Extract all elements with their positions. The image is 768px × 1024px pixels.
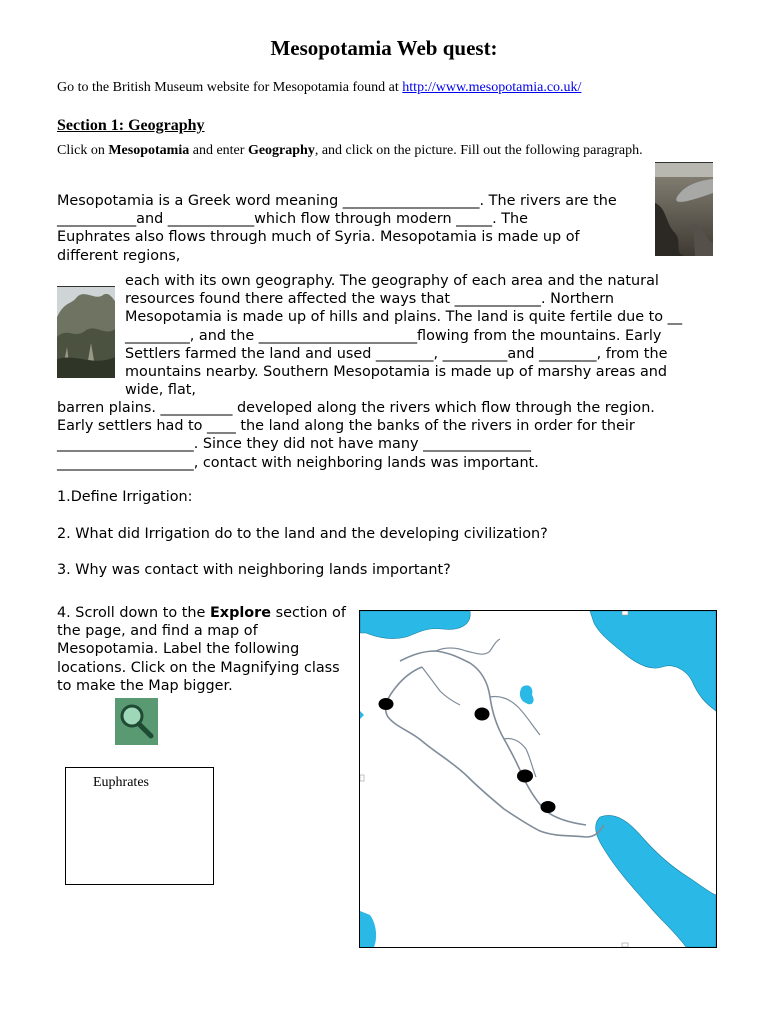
map-location-dot bbox=[517, 770, 533, 783]
museum-link[interactable]: http://www.mesopotamia.co.uk/ bbox=[402, 80, 582, 95]
hills-photo bbox=[57, 286, 115, 378]
intro-sentence: Go to the British Museum website for Mesopotamia found at bbox=[57, 80, 403, 95]
intro-text bbox=[57, 80, 581, 96]
map-location-dot bbox=[475, 708, 490, 721]
geography-paragraph-1: Mesopotamia is a Greek word meaning ___________________. The rivers are the ___________and ____________which flow through modern _____. The Euphrates also flows through much of Syria. Mesopotamia is made up of different regions, bbox=[57, 193, 617, 264]
river-photo bbox=[655, 162, 713, 256]
geography-keyword: Geography bbox=[247, 143, 315, 158]
euphrates-river bbox=[386, 667, 604, 837]
mesopotamia-keyword: Mesopotamia bbox=[108, 143, 190, 158]
section-heading: Section 1: Geography bbox=[57, 117, 205, 134]
magnifying-glass-icon[interactable] bbox=[115, 698, 158, 745]
question-3: 3. Why was contact with neighboring lands important? bbox=[57, 562, 451, 578]
question-2: 2. What did Irrigation do to the land and the developing civilization? bbox=[57, 526, 548, 542]
question-1: 1.Define Irrigation: bbox=[57, 489, 193, 505]
map-location-dot bbox=[541, 801, 556, 813]
page-title: Mesopotamia Web quest: bbox=[270, 36, 498, 60]
explore-keyword: Explore bbox=[209, 605, 272, 621]
euphrates-label: Euphrates bbox=[93, 775, 149, 790]
location-label-box[interactable] bbox=[65, 767, 214, 885]
question-4: 4. Scroll down to the Explore section of the page, and find a map of Mesopotamia. Label the following locations. Click on the Magnifying class to make the Map bigger. bbox=[57, 605, 346, 694]
mesopotamia-map[interactable] bbox=[359, 610, 717, 948]
geography-paragraph-3: barren plains. __________ developed along the rivers which flow through the region. Early settlers had to ____ the land along the banks of the rivers in order for their ___________________. Since they did not have many _______________ ___________________, contact with neighboring lands was important. bbox=[57, 400, 655, 471]
map-location-dot bbox=[379, 698, 394, 710]
geography-paragraph-2: each with its own geography. The geography of each area and the natural resources found there affected the ways that ____________. Northern Mesopotamia is made up of hills and plains. The land is quite fertile due to __ _________, and the ______________________flowing from the mountains. Early Settlers farmed the land and used ________, _________and ________, from the mountains nearby. Southern Mesopotamia is made up of marshy areas and wide, flat, bbox=[125, 273, 683, 399]
section-instruction: Click on Mesopotamia and enter Geography, and click on the picture. Fill out the following paragraph. bbox=[57, 143, 643, 158]
